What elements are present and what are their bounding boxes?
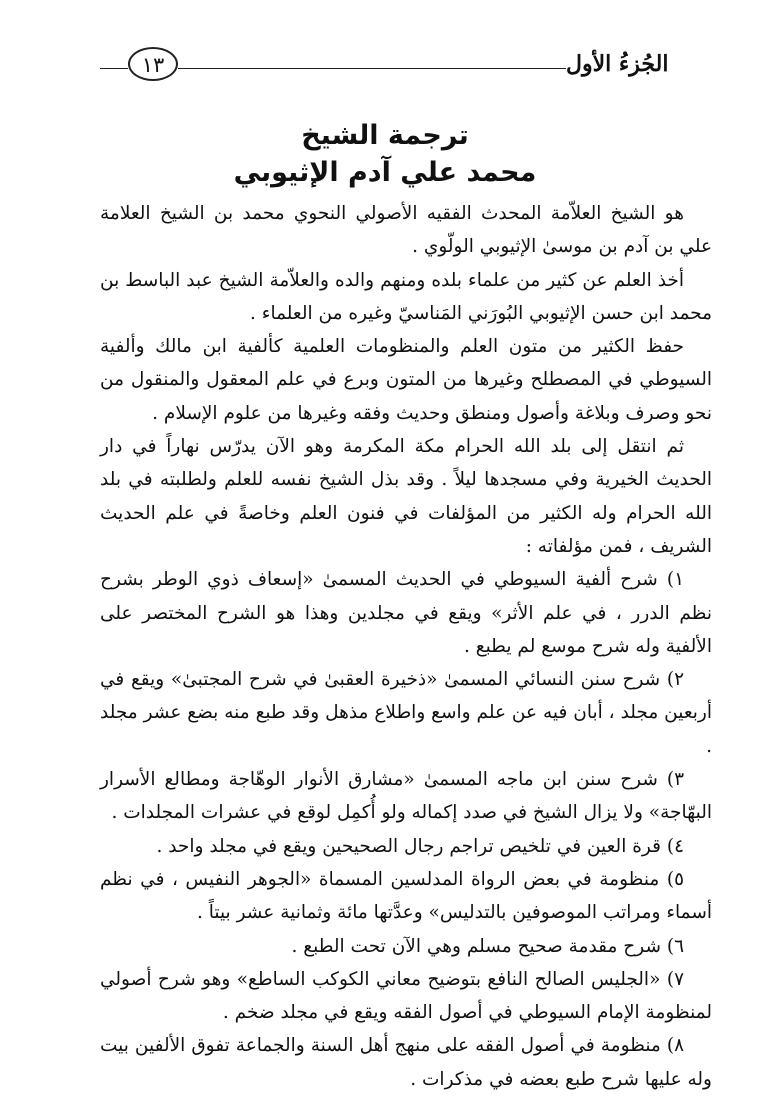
- header-rule-left: [100, 68, 128, 69]
- works-item-4: ٤) قرة العين في تلخيص تراجم رجال الصحيحين ويقع في مجلد واحد .: [156, 835, 684, 857]
- works-item-1: ١) شرح ألفية السيوطي في الحديث المسمىٰ «إسعاف ذوي الوطر بشرح نظم الدرر ، في علم الأثر» ويقع في مجلدين وهذا هو الشرح المختصر على الألفية وله شرح موسع لم يطبع .: [100, 569, 712, 657]
- header-rule: [178, 68, 566, 69]
- biography-heading: [170, 118, 600, 191]
- running-title: الجُزءُ الأول: [566, 51, 669, 77]
- works-item-5: ٥) منظومة في بعض الرواة المدلسين المسماة «الجوهر النفيس ، في نظم أسماء ومراتب الموصوفين بالتدليس» وعدَّتها مائة وثمانية عشر بيتاً .: [100, 868, 712, 924]
- works-item-8: ٨) منظومة في أصول الفقه على منهج أهل السنة والجماعة تفوق الألفين بيت وله عليها شرح طبع بعضه في مذكرات .: [100, 1035, 712, 1090]
- works-item-3: ٣) شرح سنن ابن ماجه المسمىٰ «مشارق الأنوار الوهّاجة ومطالع الأسرار البهّاجة» ولا يزال الشيخ في صدد إكماله ولو أُكمِل لوقع في عشرات المجلدات .: [100, 769, 712, 824]
- paragraph-teaching: ثم انتقل إلى بلد الله الحرام مكة المكرمة وهو الآن يدرّس نهاراً في دار الحديث الخيرية وفي مسجدها ليلاً . وقد بذل الشيخ نفسه للعلم ولطلبته في بلد الله الحرام وله الكثير من المؤلفات في فنون العلم وخاصةً في علم الحديث الشريف ، فمن مؤلفاته :: [100, 436, 712, 557]
- biography-text: [100, 197, 712, 1090]
- paragraph-memorization: حفظ الكثير من متون العلم والمنظومات العلمية كألفية ابن مالك وألفية السيوطي في المصطلح وغيرها من المتون وبرع في علم المعقول والمنقول من نحو وصرف وبلاغة وأصول ومنطق وحديث وفقه وغيرها من علوم الإسلام .: [100, 336, 712, 424]
- biography-subject-name: محمد علي آدم الإثيوبي: [233, 157, 537, 188]
- works-item-7: ٧) «الجليس الصالح النافع بتوضيح معاني الكوكب الساطع» وهو شرح أصولي لمنظومة الإمام السيوطي في أصول الفقه ويقع في مجلد ضخم .: [100, 968, 712, 1024]
- page-header: [100, 44, 712, 88]
- biography-title: ترجمة الشيخ: [301, 120, 469, 151]
- works-item-2: ٢) شرح سنن النسائي المسمىٰ «ذخيرة العقبىٰ في شرح المجتبىٰ» ويقع في أربعين مجلد ، أبان فيه عن علم واسع واطلاع مذهل وقد طبع منه بضع عشر مجلد .: [100, 669, 712, 757]
- paragraph-teachers: أخذ العلم عن كثير من علماء بلده ومنهم والده والعلاّمة الشيخ عبد الباسط بن محمد ابن حسن الإثيوبي البُورَني المَناسيّ وغيره من العلماء .: [100, 269, 712, 324]
- paragraph-intro: هو الشيخ العلاّمة المحدث الفقيه الأصولي النحوي محمد بن الشيخ العلامة علي بن آدم بن موسىٰ الإثيوبي الولّوي .: [100, 203, 712, 258]
- page-number: ١٣: [128, 47, 178, 81]
- works-item-6: ٦) شرح مقدمة صحيح مسلم وهي الآن تحت الطبع .: [291, 935, 684, 957]
